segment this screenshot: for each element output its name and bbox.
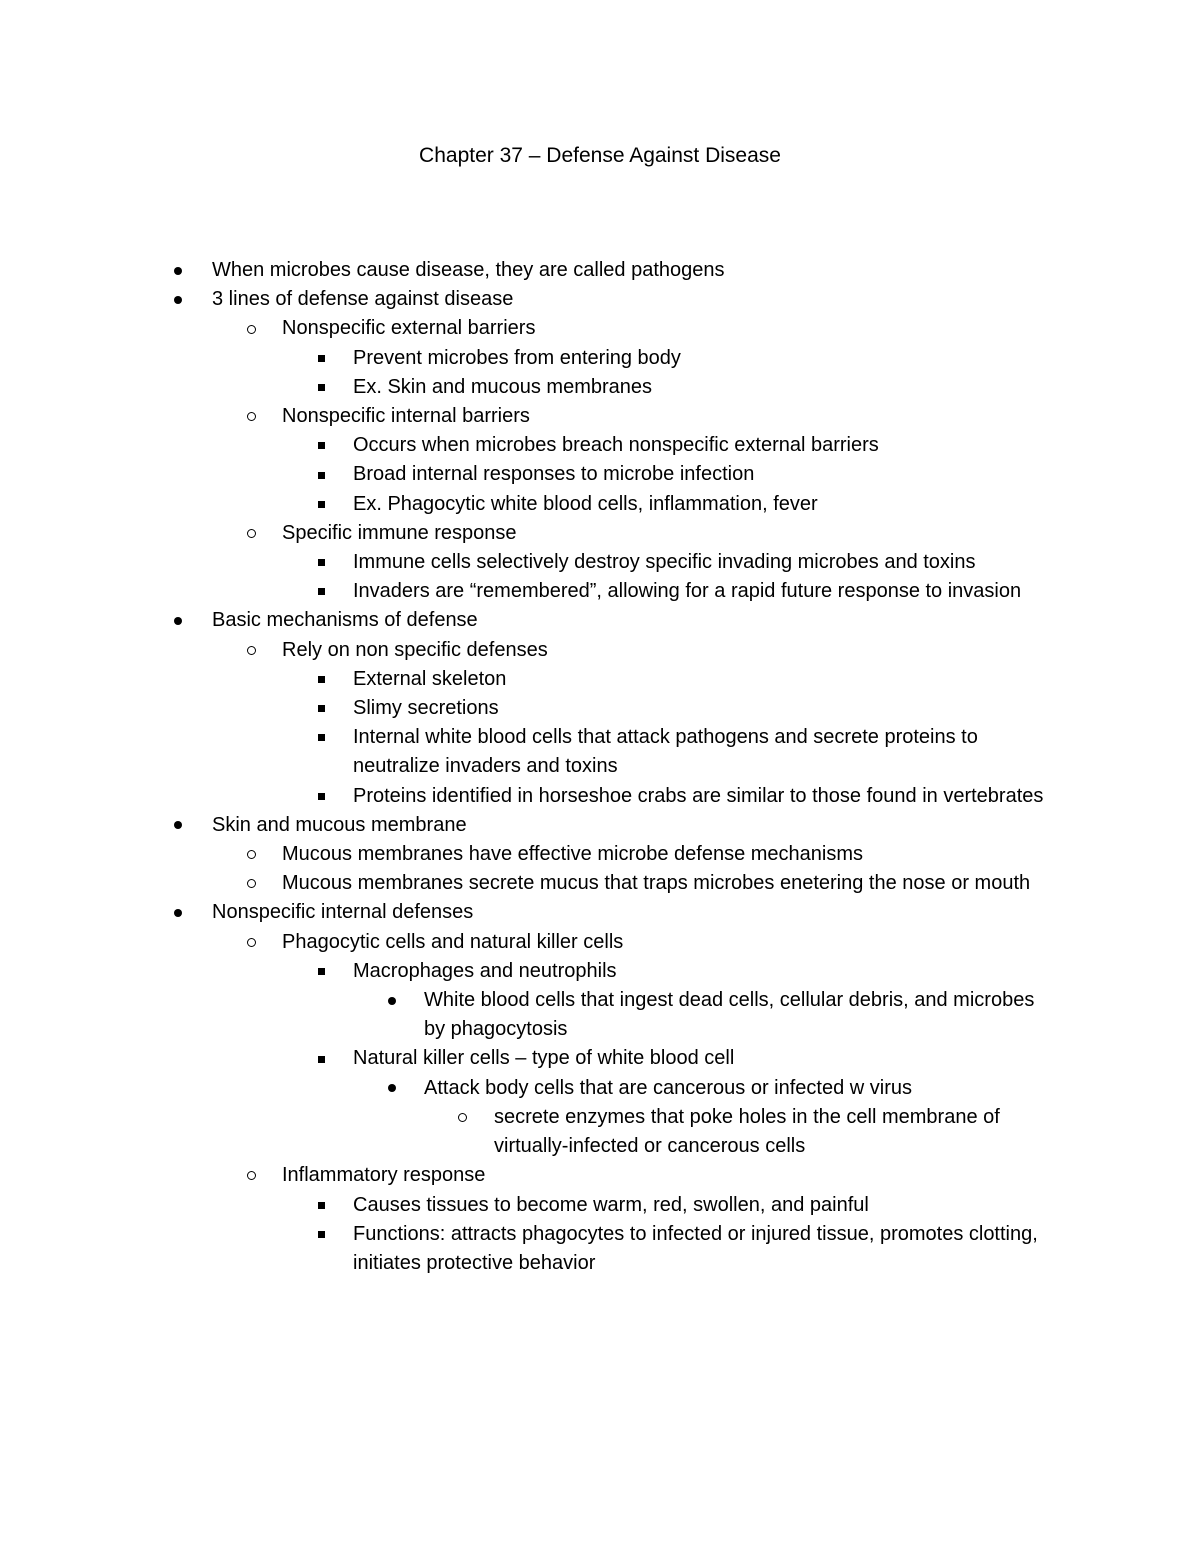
bullet-disc-icon: [174, 606, 182, 635]
bullet-circle-icon: [247, 402, 256, 431]
bullet-square-icon: [318, 577, 325, 606]
bullet-square-icon: [318, 694, 325, 723]
bullet-circle-icon: [247, 928, 256, 957]
outline-item-level-3: [0, 373, 1200, 402]
outline-item-text: External skeleton: [353, 667, 507, 690]
outline-item-level-3: [0, 577, 1200, 606]
outline-item-level-2: [0, 928, 1200, 957]
outline-item-text: Proteins identified in horseshoe crabs are similar to those found in vertebrates: [353, 784, 1044, 807]
bullet-square-icon: [318, 1044, 325, 1073]
outline-item-text: Nonspecific external barriers: [282, 317, 536, 340]
bullet-square-icon: [318, 1191, 325, 1220]
outline-item-text: 3 lines of defense against disease: [212, 288, 514, 311]
outline-item-level-2: [0, 869, 1200, 898]
notes-outline: [0, 256, 1200, 1278]
bullet-square-icon: [318, 957, 325, 986]
outline-item-level-4: [0, 986, 1200, 1044]
outline-item-level-2: [0, 636, 1200, 665]
outline-item-text: When microbes cause disease, they are called pathogens: [212, 259, 725, 281]
outline-item-text: Nonspecific internal defenses: [212, 901, 474, 924]
outline-item-level-3: [0, 957, 1200, 986]
outline-item-text: secrete enzymes that poke holes in the cell membrane of virtually-infected or cancerous cells: [494, 1105, 1000, 1158]
outline-item-text: Phagocytic cells and natural killer cells: [282, 930, 624, 953]
outline-item-text: Rely on non specific defenses: [282, 638, 548, 661]
outline-item-text: Ex. Phagocytic white blood cells, inflammation, fever: [353, 492, 818, 515]
bullet-square-icon: [318, 344, 325, 373]
bullet-square-icon: [318, 431, 325, 460]
outline-item-level-1: [0, 285, 1200, 314]
outline-item-text: Macrophages and neutrophils: [353, 959, 617, 982]
outline-item-text: Occurs when microbes breach nonspecific external barriers: [353, 434, 879, 457]
outline-item-level-3: [0, 431, 1200, 460]
outline-item-text: Mucous membranes have effective microbe defense mechanisms: [282, 843, 864, 866]
bullet-circle-icon: [247, 314, 256, 343]
outline-item-level-3: [0, 490, 1200, 519]
outline-item-text: Functions: attracts phagocytes to infected or injured tissue, promotes clotting, initiates protective behavior: [353, 1222, 1038, 1274]
outline-item-text: Skin and mucous membrane: [212, 813, 467, 836]
outline-item-level-1: [0, 256, 1200, 285]
outline-item-text: Prevent microbes from entering body: [353, 346, 681, 369]
outline-item-text: Ex. Skin and mucous membranes: [353, 375, 653, 398]
bullet-square-icon: [318, 490, 325, 519]
bullet-circle-icon: [247, 840, 256, 869]
outline-item-level-3: [0, 548, 1200, 577]
bullet-square-icon: [318, 665, 325, 694]
outline-item-text: Specific immune response: [282, 521, 517, 544]
bullet-disc-icon: [174, 256, 182, 285]
outline-item-level-1: [0, 811, 1200, 840]
bullet-square-icon: [318, 548, 325, 577]
outline-item-level-1: [0, 898, 1200, 927]
bullet-circle-icon: [247, 519, 256, 548]
outline-item-text: Inflammatory response: [282, 1164, 486, 1187]
outline-item-text: Attack body cells that are cancerous or infected w virus: [424, 1076, 913, 1099]
bullet-disc-icon: [174, 285, 182, 314]
bullet-disc-icon: [388, 986, 396, 1015]
bullet-circle-icon: [247, 1161, 256, 1190]
outline-item-text: Mucous membranes secrete mucus that traps microbes enetering the nose or mouth: [282, 872, 1031, 895]
bullet-disc-icon: [388, 1074, 396, 1103]
outline-item-text: Broad internal responses to microbe infection: [353, 463, 755, 486]
bullet-circle-icon: [247, 869, 256, 898]
outline-item-level-2: [0, 840, 1200, 869]
outline-item-level-3: [0, 460, 1200, 489]
outline-item-text: White blood cells that ingest dead cells, cellular debris, and microbes by phagocytosis: [424, 989, 1035, 1041]
bullet-square-icon: [318, 782, 325, 811]
outline-item-level-3: [0, 344, 1200, 373]
outline-item-text: Natural killer cells – type of white blood cell: [353, 1047, 735, 1070]
bullet-disc-icon: [174, 898, 182, 927]
outline-item-level-1: [0, 606, 1200, 635]
outline-item-level-3: [0, 782, 1200, 811]
outline-item-level-4: [0, 1074, 1200, 1103]
outline-item-text: Invaders are “remembered”, allowing for a rapid future response to invasion: [353, 580, 1022, 603]
outline-item-level-3: [0, 694, 1200, 723]
bullet-square-icon: [318, 723, 325, 752]
outline-item-level-2: [0, 402, 1200, 431]
bullet-square-icon: [318, 460, 325, 489]
bullet-disc-icon: [174, 811, 182, 840]
bullet-square-icon: [318, 1220, 325, 1249]
outline-item-level-5: [0, 1103, 1200, 1161]
bullet-circle-icon: [458, 1103, 467, 1132]
outline-item-level-3: [0, 665, 1200, 694]
outline-item-level-2: [0, 1161, 1200, 1190]
outline-item-level-3: [0, 723, 1200, 781]
outline-item-level-2: [0, 519, 1200, 548]
bullet-square-icon: [318, 373, 325, 402]
outline-item-level-2: [0, 314, 1200, 343]
outline-item-level-3: [0, 1191, 1200, 1220]
outline-item-text: Causes tissues to become warm, red, swollen, and painful: [353, 1193, 869, 1216]
bullet-circle-icon: [247, 636, 256, 665]
outline-item-text: Slimy secretions: [353, 697, 499, 720]
outline-item-text: Nonspecific internal barriers: [282, 405, 530, 428]
page-title: Chapter 37 – Defense Against Disease: [419, 144, 781, 167]
outline-item-level-3: [0, 1220, 1200, 1278]
outline-item-level-3: [0, 1044, 1200, 1073]
outline-item-text: Internal white blood cells that attack pathogens and secrete proteins to neutralize invaders and toxins: [353, 726, 978, 778]
outline-item-text: Immune cells selectively destroy specific invading microbes and toxins: [353, 551, 976, 574]
outline-item-text: Basic mechanisms of defense: [212, 609, 478, 632]
